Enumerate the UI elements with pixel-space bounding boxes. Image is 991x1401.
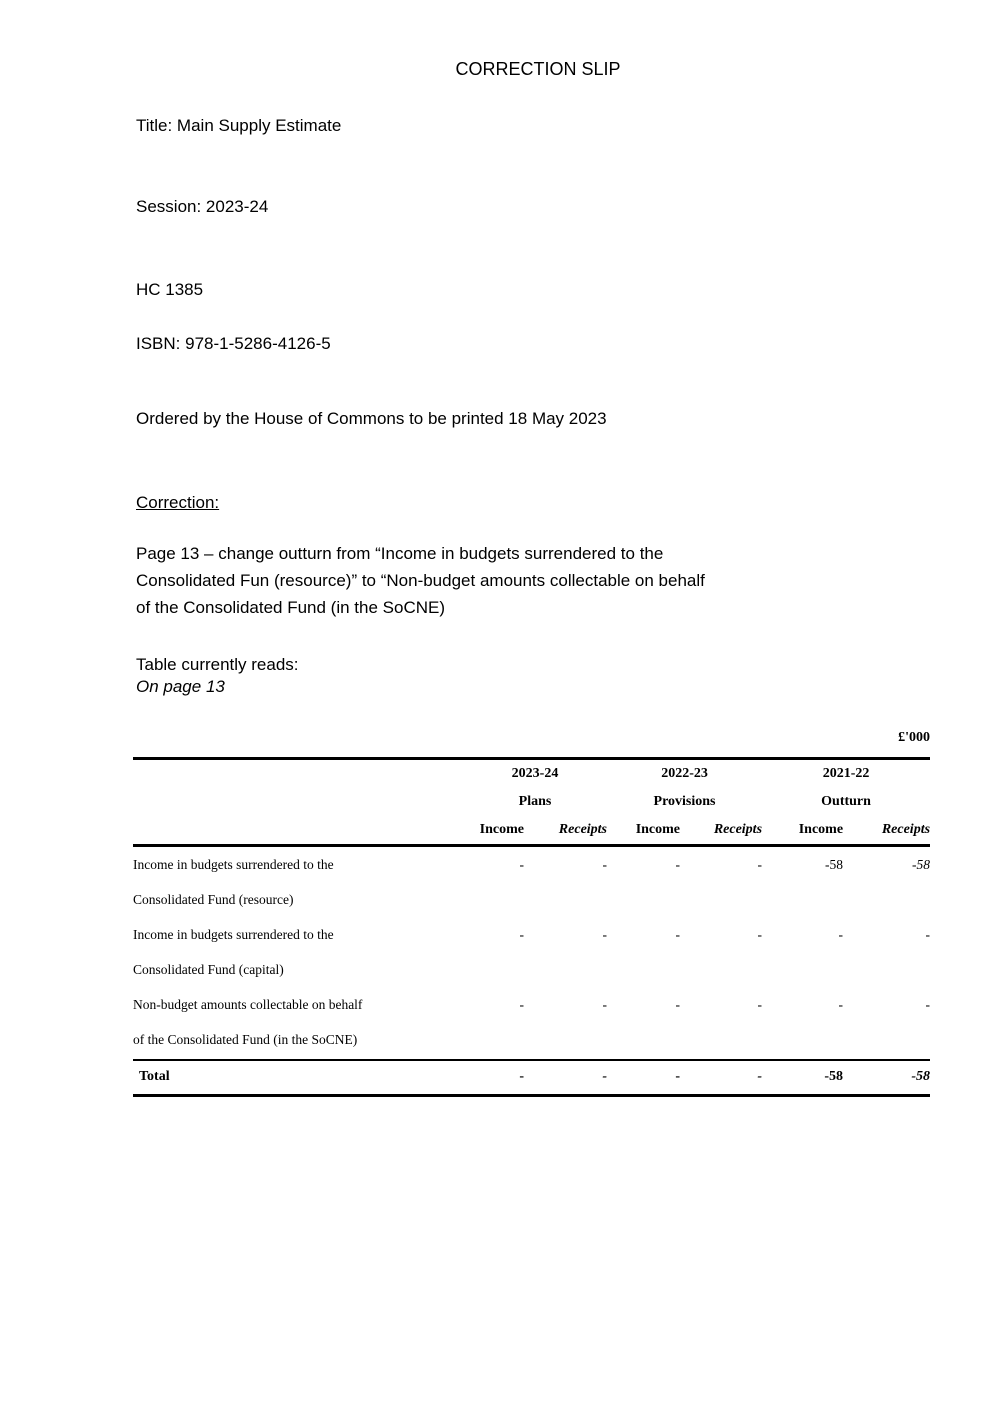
cell-value: -	[675, 927, 681, 942]
year-header-spacer	[133, 759, 463, 789]
col-header-receipts-plans: Receipts	[524, 816, 607, 846]
hc-number-line: HC 1385	[136, 280, 204, 299]
isbn-line: ISBN: 978-1-5286-4126-5	[136, 334, 331, 353]
cell-value: -	[838, 927, 844, 942]
cell-value: -	[757, 927, 763, 942]
total-row	[133, 1060, 930, 1096]
group-header-plans: Plans	[518, 794, 552, 809]
row-label	[133, 987, 463, 1060]
group-header-outturn: Outturn	[821, 794, 871, 809]
group-header-spacer	[133, 788, 463, 816]
total-cell-value: -	[680, 1060, 762, 1096]
cell-value: -	[519, 997, 524, 1012]
table-row	[133, 917, 930, 987]
total-label: Total	[133, 1060, 463, 1096]
column-header-spacer	[133, 816, 463, 846]
table-row	[133, 987, 930, 1060]
session-line: Session: 2023-24	[136, 197, 269, 216]
cell-value: -	[925, 997, 931, 1012]
total-cell-value: -58	[843, 1060, 930, 1096]
cell-value: -	[838, 997, 844, 1012]
cell-value: -	[602, 997, 608, 1012]
ordered-line: Ordered by the House of Commons to be printed 18 May 2023	[136, 409, 607, 428]
total-cell-value: -58	[762, 1060, 843, 1096]
row-label-line-2: Consolidated Fund (capital)	[133, 962, 284, 977]
year-header-row	[133, 759, 930, 789]
year-header-2022-23: 2022-23	[607, 759, 762, 789]
estimates-table	[133, 757, 930, 1097]
column-header-row	[133, 816, 930, 846]
cell-value: -	[757, 997, 763, 1012]
col-header-receipts-provisions: Receipts	[680, 816, 762, 846]
cell-value: -	[602, 857, 608, 872]
total-cell-value: -	[607, 1060, 680, 1096]
correction-heading	[136, 492, 940, 514]
row-label-line-1: Income in budgets surrendered to the	[133, 857, 334, 872]
correction-paragraph	[136, 540, 940, 621]
total-cell-value: -	[524, 1060, 607, 1096]
cell-value: -	[675, 997, 681, 1012]
year-header-2023-24: 2023-24	[463, 759, 607, 789]
col-header-income-provisions: Income	[607, 816, 680, 846]
group-header-provisions: Provisions	[653, 794, 716, 809]
cell-value: -	[602, 927, 608, 942]
correction-paragraph-line-3: of the Consolidated Fund (in the SoCNE)	[136, 598, 446, 617]
row-label	[133, 917, 463, 987]
title-line: Title: Main Supply Estimate	[136, 116, 342, 135]
cell-value: -58	[912, 857, 931, 872]
row-label	[133, 846, 463, 918]
col-header-income-plans: Income	[463, 816, 524, 846]
row-label-line-1: Income in budgets surrendered to the	[133, 927, 334, 942]
cell-value: -58	[825, 857, 844, 872]
year-header-2021-22: 2021-22	[762, 759, 930, 789]
group-header-row	[133, 788, 930, 816]
table-intro: Table currently reads:	[136, 655, 299, 674]
col-header-income-outturn: Income	[762, 816, 843, 846]
row-label-line-1: Non-budget amounts collectable on behalf	[133, 997, 363, 1012]
cell-value: -	[925, 927, 931, 942]
row-label-line-2: Consolidated Fund (resource)	[133, 892, 294, 907]
cell-value: -	[757, 857, 763, 872]
table-intro-sub: On page 13	[136, 677, 225, 696]
table-unit-label: £'000	[898, 730, 930, 745]
correction-paragraph-line-2: Consolidated Fun (resource)” to “Non-budget amounts collectable on behalf	[136, 571, 705, 590]
col-header-receipts-outturn: Receipts	[843, 816, 930, 846]
table-section	[133, 729, 930, 1097]
table-row	[133, 846, 930, 918]
cell-value: -	[519, 857, 524, 872]
total-cell-value: -	[463, 1060, 524, 1096]
correction-paragraph-line-1: Page 13 – change outturn from “Income in budgets surrendered to the	[136, 544, 664, 563]
row-label-line-2: of the Consolidated Fund (in the SoCNE)	[133, 1032, 358, 1047]
document-heading: CORRECTION SLIP	[455, 59, 621, 79]
cell-value: -	[675, 857, 681, 872]
correction-heading-text: Correction:	[136, 493, 220, 512]
cell-value: -	[519, 927, 524, 942]
